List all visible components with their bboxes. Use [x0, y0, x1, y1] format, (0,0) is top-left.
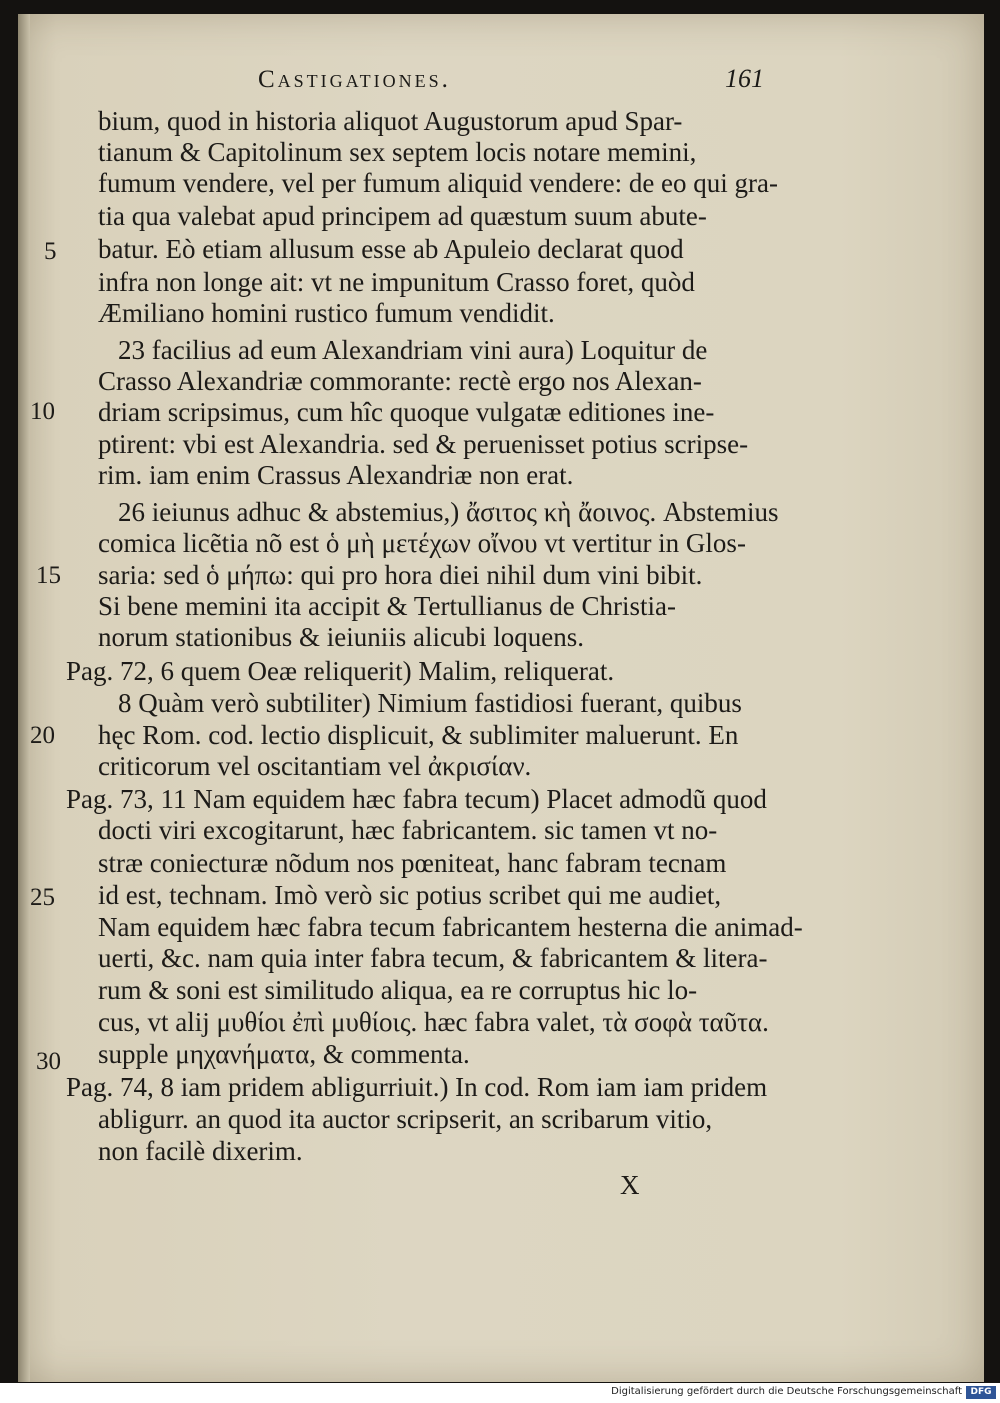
line-number: 20	[30, 722, 55, 749]
text-line: Pag. 72, 6 quem Oeæ reliquerit) Malim, reliquerat.	[66, 656, 615, 686]
text-line: cus, vt alij μυθίοι ἐπὶ μυθίοις. hæc fabra valet, τὰ σοφὰ ταῦτα.	[98, 1007, 769, 1037]
text-line: supple μηχανήματα, & commenta.	[98, 1039, 470, 1069]
text-line: Æmiliano homini rustico fumum vendidit.	[98, 298, 555, 328]
folio-number: 161	[725, 64, 764, 93]
text-line: tia qua valebat apud principem ad quæstum suum abute-	[98, 201, 707, 231]
line-number: 15	[36, 562, 61, 589]
text-line: Si bene memini ita accipit & Tertullianus de Christia-	[98, 591, 676, 621]
text-line: docti viri excogitarunt, hæc fabricantem. sic tamen vt no-	[98, 815, 718, 845]
text-line: driam scripsimus, cum hîc quoque vulgatæ editiones ine-	[98, 397, 715, 427]
text-line: Nam equidem hæc fabra tecum fabricantem hesterna die animad-	[98, 912, 803, 942]
running-title: Castigationes.	[258, 66, 451, 93]
line-number: 30	[36, 1048, 61, 1075]
funding-credit: Digitalisierung gefördert durch die Deutsche Forschungsgemeinschaft	[611, 1386, 962, 1397]
text-line: tianum & Capitolinum sex septem locis notare memini,	[98, 137, 697, 167]
line-number: 5	[44, 238, 57, 265]
text-line: fumum vendere, vel per fumum aliquid vendere: de eo qui gra-	[98, 168, 779, 198]
text-line: rim. iam enim Crassus Alexandriæ non erat.	[98, 460, 574, 490]
dfg-logo-icon: DFG	[966, 1386, 996, 1399]
text-line: stræ coniecturæ nõdum nos pœniteat, hanc fabram tecnam	[98, 848, 727, 878]
text-line: Pag. 74, 8 iam pridem abligurriuit.) In cod. Rom iam iam pridem	[66, 1072, 768, 1102]
text-line: bium, quod in historia aliquot Augustorum apud Spar-	[98, 106, 683, 136]
line-number: 10	[30, 398, 55, 425]
line-number: 25	[30, 884, 55, 911]
text-line: uerti, &c. nam quia inter fabra tecum, & fabricantem & litera-	[98, 943, 768, 973]
text-line: hęc Rom. cod. lectio displicuit, & sublimiter maluerunt. En	[98, 720, 739, 750]
text-line: norum stationibus & ieiuniis alicubi loquens.	[98, 622, 584, 652]
text-line: non facilè dixerim.	[98, 1136, 303, 1166]
catchword: X	[620, 1170, 642, 1200]
text-line: 23 facilius ad eum Alexandriam vini aura) Loquitur de	[118, 335, 708, 365]
text-line: Pag. 73, 11 Nam equidem hæc fabra tecum) Placet admodũ quod	[66, 784, 767, 814]
text-line: rum & soni est similitudo aliqua, ea re corruptus hic lo-	[98, 975, 698, 1005]
text-line: ptirent: vbi est Alexandria. sed & peruenisset potius scripse-	[98, 429, 749, 459]
text-line: infra non longe ait: vt ne impunitum Crasso foret, quòd	[98, 267, 695, 297]
text-line: abligurr. an quod ita auctor scripserit, an scribarum vitio,	[98, 1104, 713, 1134]
text-line: Crasso Alexandriæ commorante: rectè ergo nos Alexan-	[98, 366, 702, 396]
text-line: comica licẽtia nõ est ὁ μὴ μετέχων οἴνου vt vertitur in Glos-	[98, 528, 746, 558]
text-line: id est, technam. Imò verò sic potius scribet qui me audiet,	[98, 880, 722, 910]
text-line: 26 ieiunus adhuc & abstemius,) ἄσιτος κὴ ἄοινος. Abstemius	[118, 497, 779, 527]
text-line: saria: sed ὁ μήπω: qui pro hora diei nihil dum vini bibit.	[98, 560, 703, 590]
text-line: 8 Quàm verò subtiliter) Nimium fastidiosi fuerant, quibus	[118, 688, 742, 718]
text-line: batur. Eò etiam allusum esse ab Apuleio declarat quod	[98, 234, 684, 264]
text-line: criticorum vel oscitantiam vel ἀκρισίαν.	[98, 751, 532, 781]
